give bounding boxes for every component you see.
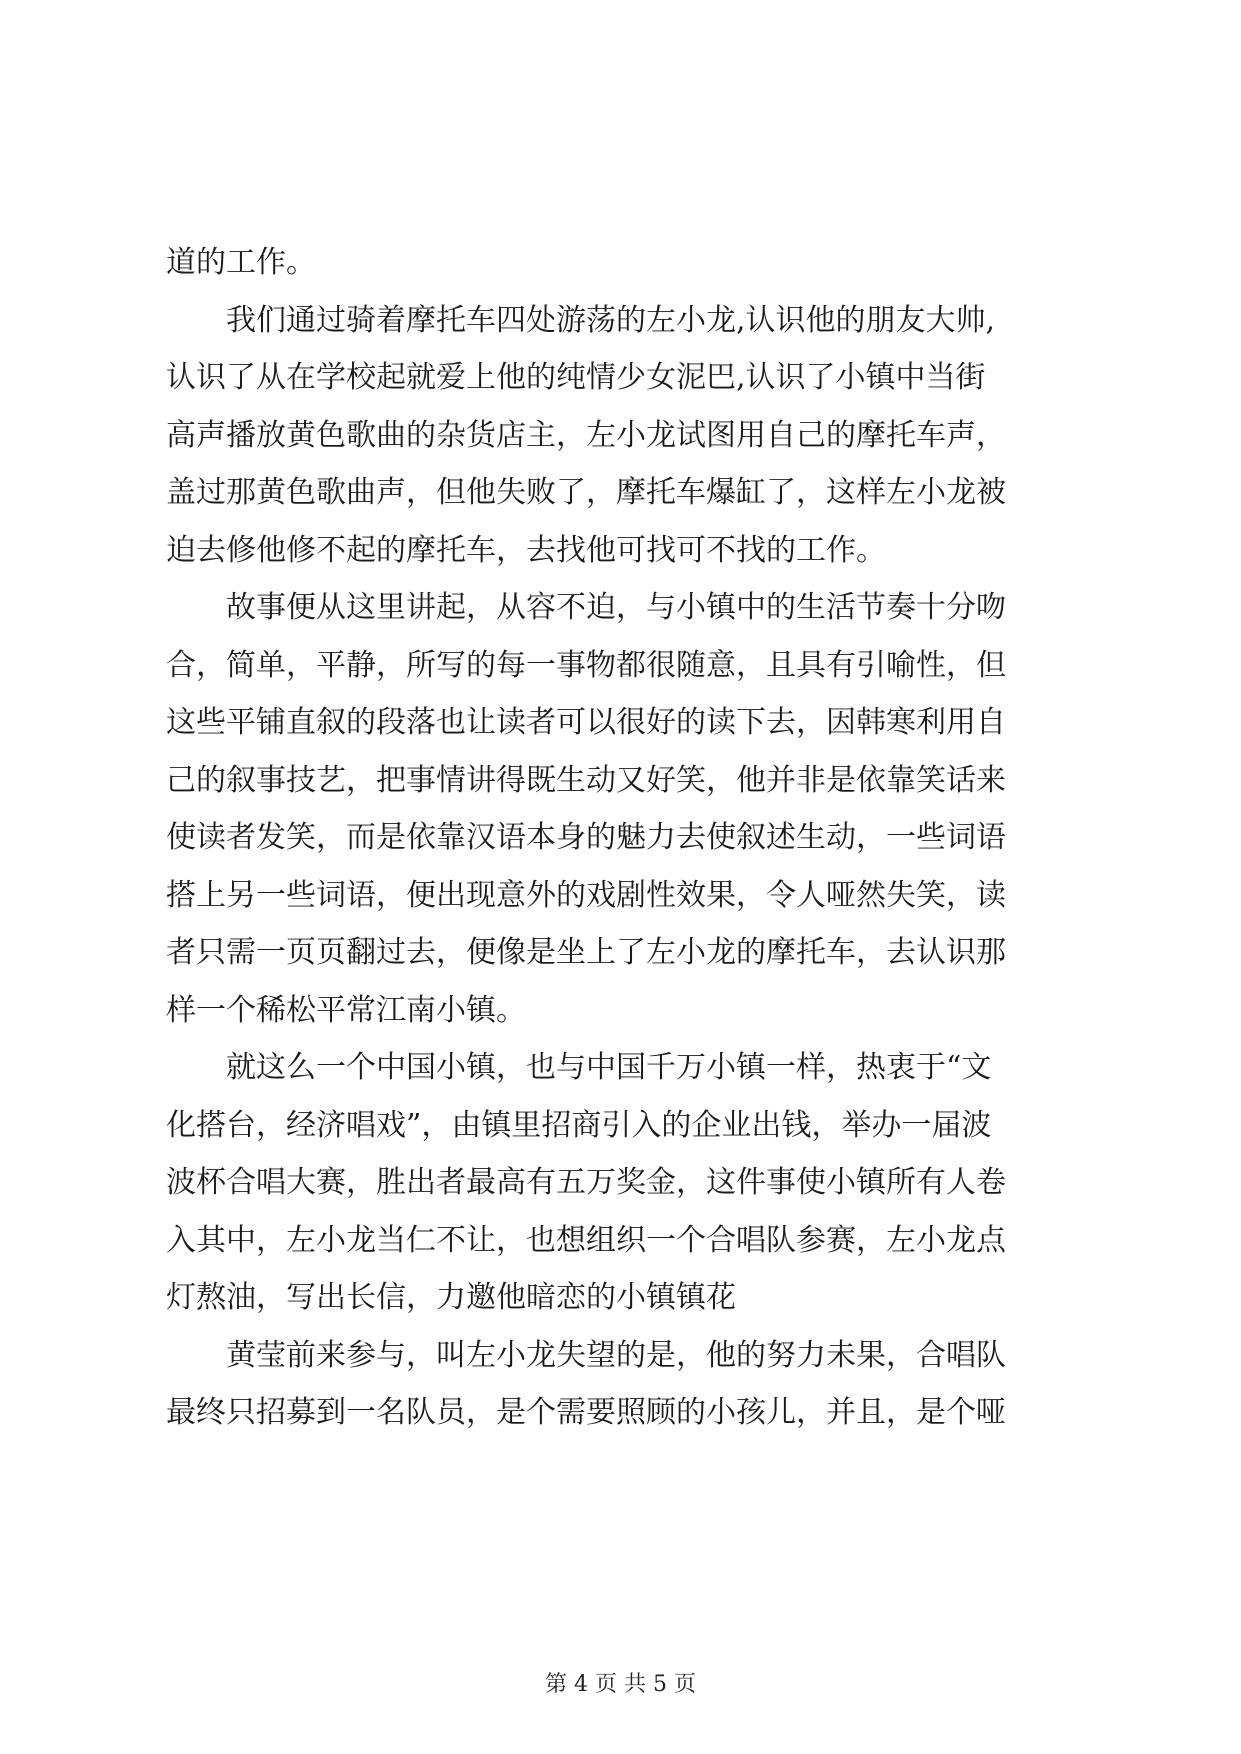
text-line: 我们通过骑着摩托车四处游荡的左小龙,认识他的朋友大帅,	[226, 302, 996, 338]
text-line: 者只需一页页翻过去，便像是坐上了左小龙的摩托车，去认识那	[166, 935, 1006, 970]
text-line: 样一个稀松平常江南小镇。	[166, 992, 526, 1028]
text-line: 使读者发笑，而是依靠汉语本身的魅力去使叙述生动，一些词语	[166, 820, 1006, 855]
page-footer	[0, 1670, 1241, 1700]
text-line: 最终只招募到一名队员，是个需要照顾的小孩儿，并且，是个哑	[166, 1395, 1006, 1430]
text-line: 化搭台，经济唱戏”，由镇里招商引入的企业出钱，举办一届波	[166, 1107, 992, 1143]
text-line: 波杯合唱大赛，胜出者最高有五万奖金，这件事使小镇所有人卷	[166, 1165, 1006, 1200]
text-line: 灯熬油，写出长信，力邀他暗恋的小镇镇花	[166, 1280, 736, 1315]
body-text	[166, 234, 1078, 1442]
text-line: 故事便从这里讲起，从容不迫，与小镇中的生活节奏十分吻	[226, 590, 1006, 625]
text-line: 搭上另一些词语，便出现意外的戏剧性效果，令人哑然失笑，读	[166, 877, 1006, 913]
text-line: 认识了从在学校起就爱上他的纯情少女泥巴,认识了小镇中当街	[166, 360, 986, 395]
text-line: 黄莹前来参与，叫左小龙失望的是，他的努力未果，合唱队	[226, 1337, 1006, 1373]
text-line: 入其中，左小龙当仁不让，也想组织一个合唱队参赛，左小龙点	[166, 1222, 1006, 1258]
text-line: 就这么一个中国小镇，也与中国千万小镇一样，热衷于“文	[226, 1050, 992, 1085]
text-line: 己的叙事技艺，把事情讲得既生动又好笑，他并非是依靠笑话来	[166, 762, 1006, 798]
text-line: 盖过那黄色歌曲声，但他失败了，摩托车爆缸了，这样左小龙被	[166, 475, 1006, 510]
text-line: 迫去修他修不起的摩托车，去找他可找可不找的工作。	[166, 532, 886, 568]
text-line: 道的工作。	[166, 245, 316, 280]
text-line: 合，简单，平静，所写的每一事物都很随意，且具有引喻性，但	[166, 647, 1006, 683]
page-number: 第 4 页 共 5 页	[545, 1672, 696, 1697]
text-line: 高声播放黄色歌曲的杂货店主，左小龙试图用自己的摩托车声，	[166, 417, 1006, 453]
text-line: 这些平铺直叙的段落也让读者可以很好的读下去，因韩寒利用自	[166, 705, 1006, 740]
